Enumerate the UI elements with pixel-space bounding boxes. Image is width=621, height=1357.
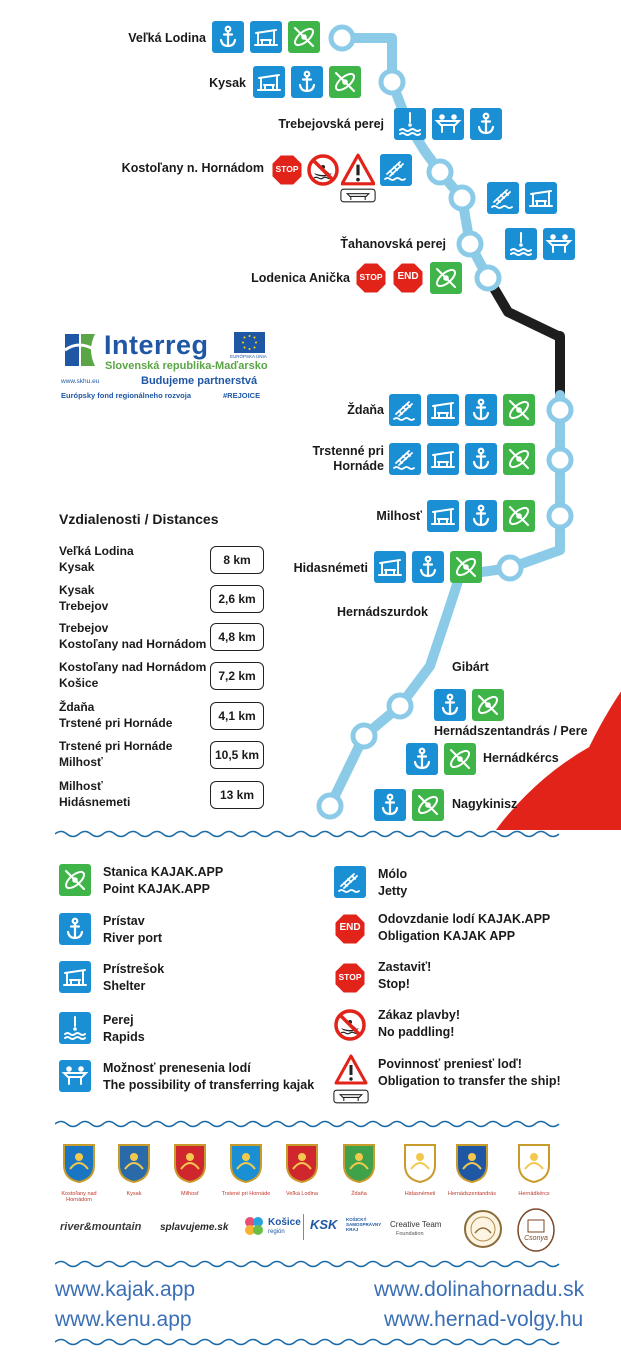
kayak-point-icon[interactable] xyxy=(412,789,444,821)
anchor-icon[interactable] xyxy=(374,789,406,821)
shelter-icon[interactable] xyxy=(374,551,406,583)
distance-row xyxy=(59,738,264,774)
anchor-icon[interactable] xyxy=(412,551,444,583)
shelter-icon[interactable] xyxy=(427,443,459,475)
distance-to: Hidásnemeti xyxy=(59,795,131,809)
transfer-icon[interactable] xyxy=(432,108,464,140)
crest-label: Hidasnémeti xyxy=(404,1191,436,1197)
node-milhost[interactable] xyxy=(549,505,571,527)
jetty-icon[interactable] xyxy=(380,154,412,186)
anchor-icon[interactable] xyxy=(291,66,323,98)
kosice-region-icon xyxy=(243,1215,265,1237)
distance-value: 7,2 km xyxy=(210,662,264,690)
municipality-crest-icon xyxy=(403,1143,437,1183)
url-hernad-volgy[interactable]: www.hernad-volgy.hu xyxy=(384,1308,584,1331)
place-label: Hernádszentandrás / Pere xyxy=(434,724,588,738)
distance-to: Milhosť xyxy=(59,755,103,769)
municipality-crest-icon xyxy=(62,1143,96,1183)
distance-row xyxy=(59,582,264,618)
transfer-plate-icon xyxy=(340,188,376,203)
legend-no-paddling: Zákaz plavby! No paddling! xyxy=(378,1008,460,1039)
distance-from: Milhosť xyxy=(59,779,103,793)
kayak-point-icon[interactable] xyxy=(288,21,320,53)
legend-shelter: Prístrešok Shelter xyxy=(103,962,165,993)
municipality-crest-icon xyxy=(517,1143,551,1183)
distance-route xyxy=(59,699,172,731)
wave-divider xyxy=(55,828,565,840)
distance-value: 4,1 km xyxy=(210,702,264,730)
ksk-sub: KOŠICKÝ SAMOSPRÁVNY KRAJ xyxy=(346,1217,382,1232)
legend-obligation-transfer: Povinnosť preniesť loď! Obligation to transfer the ship! xyxy=(378,1057,561,1088)
anchor-icon[interactable] xyxy=(406,743,438,775)
shelter-icon[interactable] xyxy=(427,500,459,532)
crest-label: Kostoľany nad Hornádom xyxy=(61,1191,97,1203)
interreg-hashtag: #REJOICE xyxy=(223,391,261,400)
legend-kayak-point: Stanica KAJAK.APP Point KAJAK.APP xyxy=(103,865,224,896)
kayak-point-icon[interactable] xyxy=(503,500,535,532)
legend-rapids-icon xyxy=(59,1012,91,1044)
stop-sign-icon[interactable] xyxy=(355,262,387,294)
node-nagykinisz[interactable] xyxy=(319,795,341,817)
stop-sign-icon[interactable] xyxy=(271,154,303,186)
end-sign-icon[interactable] xyxy=(392,262,424,294)
place-label: Hidasnémeti xyxy=(293,561,368,575)
interreg-brand: Interreg xyxy=(104,330,209,360)
river-mountain-logo[interactable]: river&mountain xyxy=(60,1221,142,1233)
rapids-icon[interactable] xyxy=(505,228,537,260)
url-kenu[interactable]: www.kenu.app xyxy=(55,1308,192,1331)
municipality-crest-icon xyxy=(455,1143,489,1183)
legend-jetty-icon xyxy=(334,866,366,898)
place-label: Kostoľany n. Hornádom xyxy=(121,161,264,175)
eu-flag-icon xyxy=(234,332,265,353)
municipality-crest-icon xyxy=(342,1143,376,1183)
distance-from: Trebejov xyxy=(59,621,109,635)
kayak-point-icon[interactable] xyxy=(444,743,476,775)
legend-no-paddling-icon xyxy=(334,1009,366,1041)
crest-label: Hernádszentandrás xyxy=(447,1191,496,1197)
legend-end: Odovzdanie lodí KAJAK.APP Obligation KAJAK APP xyxy=(378,912,551,943)
kayak-point-icon[interactable] xyxy=(430,262,462,294)
place-label: Nagykinisz xyxy=(452,797,518,811)
crest-label: Ždaňa xyxy=(351,1191,367,1197)
municipality-crest-icon xyxy=(285,1143,319,1183)
place-label: Ťahanovská perej xyxy=(340,237,446,251)
distance-row xyxy=(59,778,264,814)
interreg-slogan: Budujeme partnerstvá xyxy=(141,375,258,387)
distance-from: Kostoľany nad Hornádom xyxy=(59,660,207,674)
jetty-icon[interactable] xyxy=(389,394,421,426)
warning-triangle-icon[interactable] xyxy=(341,153,375,187)
place-label: Trebejovská perej xyxy=(278,117,384,131)
place-label: Milhosť xyxy=(376,509,422,523)
distance-route xyxy=(59,543,134,575)
distance-row xyxy=(59,659,264,695)
legend-shelter-icon xyxy=(59,961,91,993)
distance-value: 4,8 km xyxy=(210,623,264,651)
distance-route xyxy=(59,778,130,810)
distance-route xyxy=(59,582,108,614)
kayak-point-icon[interactable] xyxy=(503,394,535,426)
kosice-sub: región xyxy=(268,1229,285,1235)
anchor-icon[interactable] xyxy=(465,394,497,426)
place-label: Trstenné pri Hornáde xyxy=(312,444,384,473)
crest-label: Kysak xyxy=(126,1191,142,1197)
distance-value: 13 km xyxy=(210,781,264,809)
url-kajak[interactable]: www.kajak.app xyxy=(55,1278,196,1301)
shelter-icon[interactable] xyxy=(253,66,285,98)
jetty-icon[interactable] xyxy=(389,443,421,475)
jetty-icon[interactable] xyxy=(487,182,519,214)
legend-jetty: Mólo Jetty xyxy=(378,867,408,898)
place-label: Veľká Lodina xyxy=(128,31,206,45)
eu-label: EURÓPSKA ÚNIA xyxy=(230,354,267,359)
municipality-crest-icon xyxy=(229,1143,263,1183)
legend-rapids: Perej Rapids xyxy=(103,1013,145,1044)
node-tahanovska[interactable] xyxy=(459,233,481,255)
place-label: Ždaňa xyxy=(347,403,384,417)
node-hernadszentandras[interactable] xyxy=(389,695,411,717)
kayak-point-icon[interactable] xyxy=(472,689,504,721)
crest-label: Trstené pri Hornáde xyxy=(221,1191,271,1197)
legend-kayak-point-icon xyxy=(59,864,91,896)
interreg-website[interactable]: www.skhu.eu xyxy=(61,378,100,385)
anchor-icon[interactable] xyxy=(465,500,497,532)
legend-stop-text: STOP xyxy=(338,972,362,982)
legend-transfer-plate-icon xyxy=(333,1089,369,1104)
stop-sign-text: STOP xyxy=(275,164,299,174)
seal-logo-icon[interactable] xyxy=(463,1209,503,1249)
interreg-logo[interactable] xyxy=(59,330,269,402)
kayak-point-icon[interactable] xyxy=(503,443,535,475)
node-lodenica[interactable] xyxy=(477,267,499,289)
distance-row xyxy=(59,620,264,656)
legend-warning-icon xyxy=(334,1054,368,1086)
distance-row xyxy=(59,699,264,735)
kosice-logo[interactable]: Košice xyxy=(268,1217,301,1228)
legend-transfer-icon xyxy=(59,1060,91,1092)
distance-route xyxy=(59,620,206,652)
wave-divider xyxy=(55,1336,565,1348)
node-hernadkercs[interactable] xyxy=(353,725,375,747)
creative-team-logo[interactable]: Creative Team xyxy=(390,1220,442,1229)
crest-label: Hernádkércs xyxy=(518,1191,550,1197)
node-kysak[interactable] xyxy=(381,71,403,93)
distance-to: Košice xyxy=(59,676,99,690)
place-label: Kysak xyxy=(209,76,246,90)
kayak-point-icon[interactable] xyxy=(329,66,361,98)
municipality-crest-icon xyxy=(173,1143,207,1183)
node-trstenne[interactable] xyxy=(549,449,571,471)
wave-divider xyxy=(55,1258,565,1270)
csonya-text: Csonya xyxy=(524,1235,548,1242)
url-dolinahornadu[interactable]: www.dolinahornadu.sk xyxy=(374,1278,584,1301)
no-paddling-icon[interactable] xyxy=(307,154,339,186)
node-zdana[interactable] xyxy=(549,399,571,421)
distance-from: Veľká Lodina xyxy=(59,544,134,558)
distance-value: 2,6 km xyxy=(210,585,264,613)
end-sign-text: END xyxy=(397,271,419,282)
distances-title: Vzdialenosti / Distances xyxy=(59,511,219,527)
creative-team-sub: Foundation xyxy=(396,1231,424,1237)
legend-anchor-icon xyxy=(59,913,91,945)
legend-stop-icon xyxy=(334,962,366,994)
anchor-icon[interactable] xyxy=(212,21,244,53)
node-velka-lodina[interactable] xyxy=(331,27,353,49)
wave-divider xyxy=(55,1118,565,1130)
crest-label: Milhosť xyxy=(181,1191,199,1197)
ksk-logo[interactable]: KSK xyxy=(310,1217,338,1232)
csonya-logo[interactable] xyxy=(516,1208,556,1252)
distance-from: Trstené pri Hornáde xyxy=(59,739,173,753)
anchor-icon[interactable] xyxy=(470,108,502,140)
interreg-mark-icon xyxy=(59,330,99,370)
legend-river-port: Prístav River port xyxy=(103,914,163,945)
crest-label: Veľká Lodina xyxy=(286,1191,318,1197)
interreg-program: Slovenská republika-Maďarsko xyxy=(105,360,268,372)
rapids-icon[interactable] xyxy=(394,108,426,140)
anchor-icon[interactable] xyxy=(434,689,466,721)
legend-stop: Zastaviť! Stop! xyxy=(378,960,432,991)
distance-to: Trstené pri Hornáde xyxy=(59,716,173,730)
legend-end-icon xyxy=(334,913,366,945)
distance-to: Kysak xyxy=(59,560,95,574)
distance-value: 10,5 km xyxy=(210,741,264,769)
legend-transfer: Možnosť prenesenia lodí The possibility of transferring kajak xyxy=(103,1061,315,1092)
distance-route xyxy=(59,659,206,691)
distance-value: 8 km xyxy=(210,546,264,574)
place-label: Gibárt xyxy=(452,660,489,674)
node-jetty[interactable] xyxy=(451,187,473,209)
legend-end-text: END xyxy=(339,922,361,933)
shelter-icon[interactable] xyxy=(525,182,557,214)
interreg-fund: Európsky fond regionálneho rozvoja xyxy=(61,391,192,400)
distance-route xyxy=(59,738,172,770)
node-kostolany[interactable] xyxy=(429,161,451,183)
sponsor-separator xyxy=(303,1214,304,1240)
shelter-icon[interactable] xyxy=(250,21,282,53)
distance-from: Kysak xyxy=(59,583,95,597)
place-label: Hernádkércs xyxy=(483,751,559,765)
kayak-point-icon[interactable] xyxy=(450,551,482,583)
closed-section-line xyxy=(488,278,558,336)
distance-row xyxy=(59,543,264,579)
place-label: Lodenica Anička xyxy=(251,271,350,285)
splavujeme-logo[interactable]: splavujeme.sk xyxy=(160,1222,229,1233)
distance-to: Kostoľany nad Hornádom xyxy=(59,637,207,651)
anchor-icon[interactable] xyxy=(465,443,497,475)
municipality-crest-icon xyxy=(117,1143,151,1183)
distance-from: Ždaňa xyxy=(59,700,95,714)
node-hidasnemeti[interactable] xyxy=(499,557,521,579)
transfer-icon[interactable] xyxy=(543,228,575,260)
place-label: Hernádszurdok xyxy=(337,605,428,619)
stop-sign-text: STOP xyxy=(359,272,383,282)
shelter-icon[interactable] xyxy=(427,394,459,426)
distance-to: Trebejov xyxy=(59,599,109,613)
